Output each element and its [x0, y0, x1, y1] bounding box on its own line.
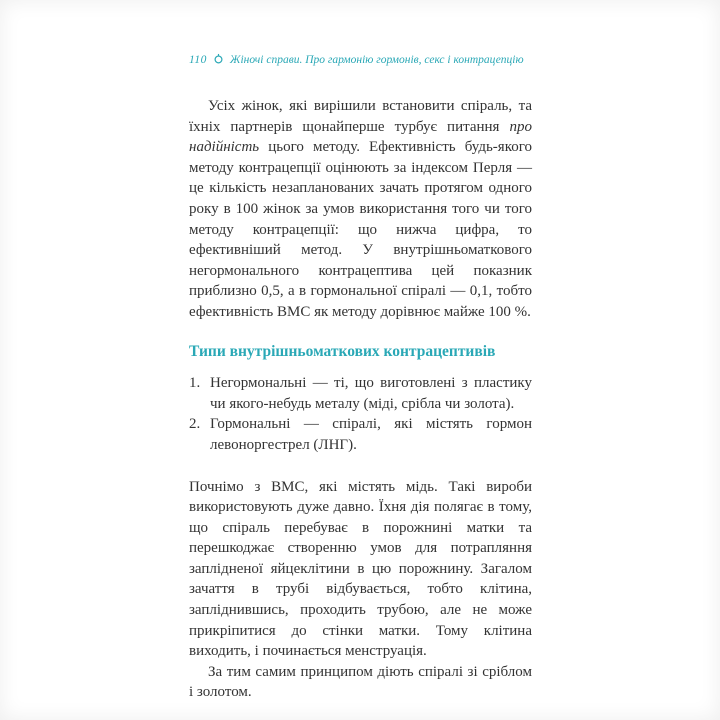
intro-emphasis: про надійність: [189, 118, 532, 156]
paragraph-silver-gold: За тим самим принципом діють спіралі зі сріблом і золотом.: [189, 663, 532, 701]
list-item: [189, 414, 532, 455]
page-body: [189, 96, 532, 703]
running-header: [189, 54, 532, 66]
intro-text-2: цього методу. Ефективність будь-якого методу контрацепції оцінюють за індексом Перля — це кількість незапланованих зачать протягом одного року в 100 жінок за умов використання того чи того методу контрацепції: що нижча цифра, то ефективніший метод. У внутрішньоматкового негормонального контрацептива цей показник приблизно 0,5, а в гормональної спіралі — 0,1, тобто ефективність ВМС як методу дорівнює майже 100 %.: [189, 139, 532, 320]
list-item-text: Негормональні — ті, що виготовлені з пластику чи якого-небудь металу (міді, срібла чи золота).: [210, 375, 532, 412]
list-item: [189, 373, 532, 414]
list-item-number: 1.: [189, 375, 201, 392]
list-item-text: Гормональні — спіралі, які містять гормон левоноргестрел (ЛНГ).: [210, 416, 532, 453]
page-number: 110: [189, 54, 207, 66]
paragraph-copper: Почнімо з ВМС, які містять мідь. Такі вироби використовують дуже давно. Їхня дія полягає в тому, що спіраль перебуває в порожнині матки та перешкоджає створенню умов для потрапляння заплідненої яйцеклітини в цю порожнину. Загалом зачаття в трубі відбувається, тобто клітина, запліднившись, проходить трубою, але не може прикріпитися до стінки матки. Тому клітина виходить, і починається менструація.: [189, 478, 532, 660]
list-item-number: 2.: [189, 416, 201, 433]
section-heading: Типи внутрішньоматкових контрацептивів: [189, 342, 496, 360]
running-header-title: Жіночі справи. Про гармонію гормонів, секс і контрацепцію: [229, 54, 524, 66]
paragraph-intro: [189, 96, 532, 323]
iud-type-list: [189, 373, 532, 455]
ornament-icon: [213, 53, 224, 65]
intro-text-1: Усіх жінок, які вирішили встановити спіраль, та їхніх партнерів щонайперше турбує питання: [189, 98, 532, 135]
